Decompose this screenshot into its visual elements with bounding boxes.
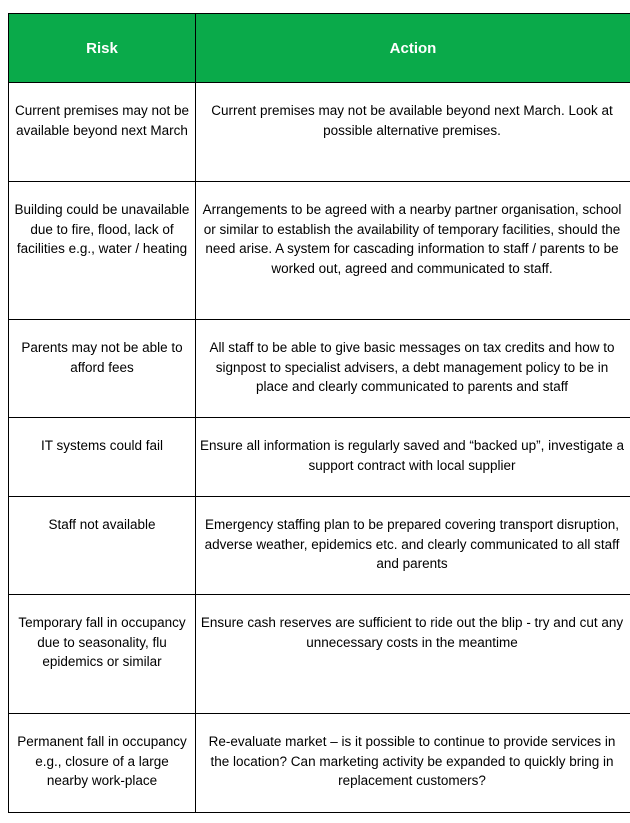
action-cell: Ensure cash reserves are sufficient to ride out the blip - try and cut any unnecessary costs in the meantime xyxy=(196,595,630,714)
risk-cell: Temporary fall in occupancy due to seasonality, flu epidemics or similar xyxy=(9,595,196,714)
table-row xyxy=(9,83,630,182)
risk-action-table xyxy=(8,13,630,813)
action-cell: Arrangements to be agreed with a nearby partner organisation, school or similar to establish the availability of temporary facilities, should the need arise. A system for cascading information to staff / parents to be worked out, agreed and communicated to staff. xyxy=(196,182,630,320)
risk-cell: IT systems could fail xyxy=(9,418,196,497)
action-cell: Ensure all information is regularly saved and “backed up”, investigate a support contract with local supplier xyxy=(196,418,630,497)
risk-column-header: Risk xyxy=(9,14,196,83)
table-row xyxy=(9,182,630,320)
table-row xyxy=(9,320,630,418)
action-cell: All staff to be able to give basic messages on tax credits and how to signpost to specialist advisers, a debt management policy to be in place and clearly communicated to parents and staff xyxy=(196,320,630,418)
risk-cell: Building could be unavailable due to fire, flood, lack of facilities e.g., water / heating xyxy=(9,182,196,320)
risk-cell: Staff not available xyxy=(9,497,196,595)
action-cell: Re-evaluate market – is it possible to continue to provide services in the location? Can marketing activity be expanded to quickly bring in replacement customers? xyxy=(196,714,630,813)
header-row xyxy=(9,14,630,83)
table-row xyxy=(9,497,630,595)
risk-cell: Permanent fall in occupancy e.g., closure of a large nearby work-place xyxy=(9,714,196,813)
action-column-header: Action xyxy=(196,14,630,83)
action-cell: Current premises may not be available beyond next March. Look at possible alternative premises. xyxy=(196,83,630,182)
action-cell: Emergency staffing plan to be prepared covering transport disruption, adverse weather, epidemics etc. and clearly communicated to all staff and parents xyxy=(196,497,630,595)
risk-cell: Current premises may not be available beyond next March xyxy=(9,83,196,182)
table-row xyxy=(9,595,630,714)
risk-cell: Parents may not be able to afford fees xyxy=(9,320,196,418)
table-row xyxy=(9,418,630,497)
table-row xyxy=(9,714,630,813)
